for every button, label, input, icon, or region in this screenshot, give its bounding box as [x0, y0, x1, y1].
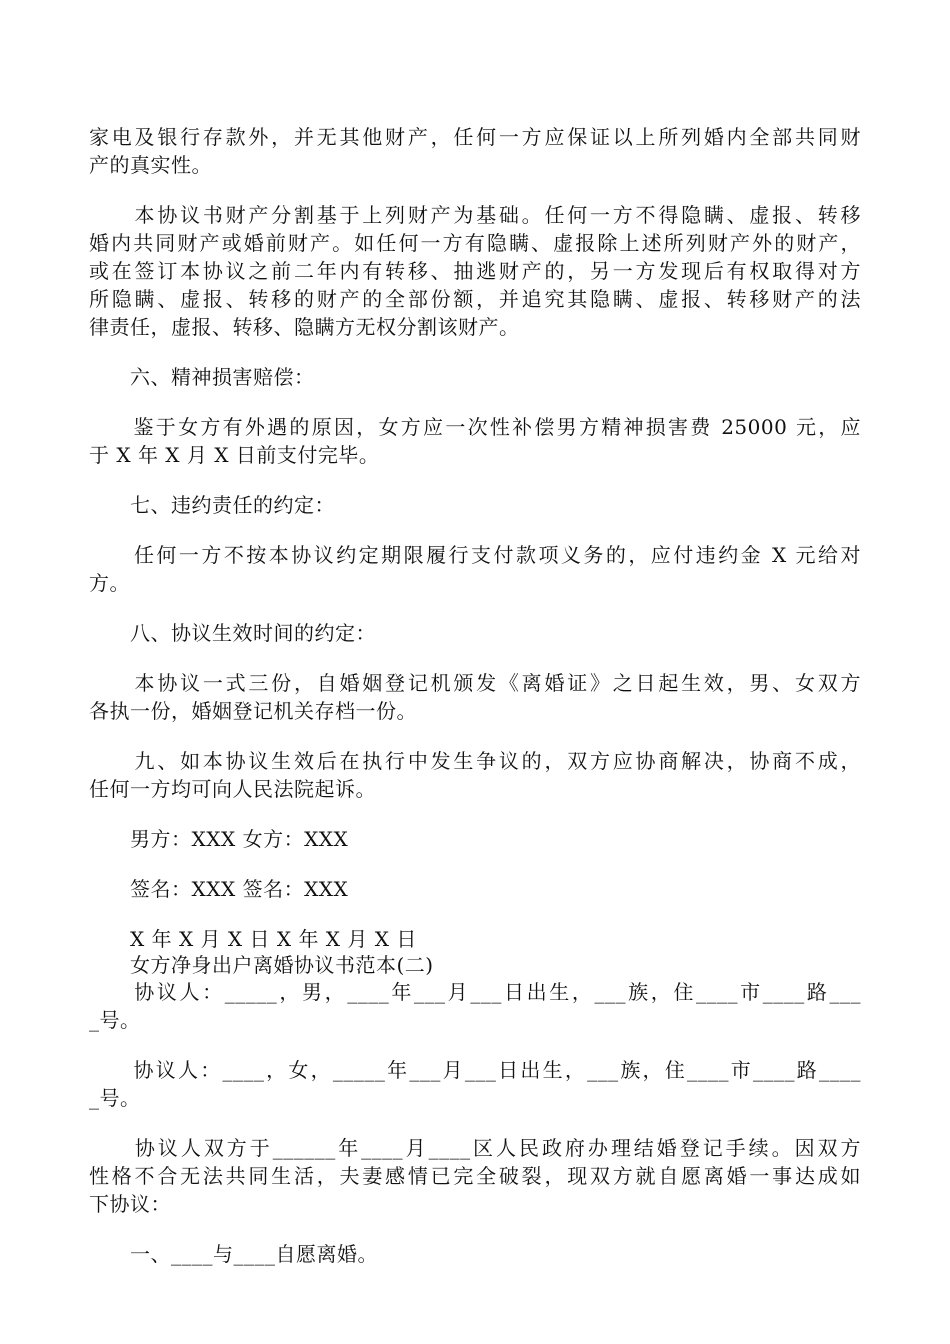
text-line: 家电及银行存款外，并无其他财产，任何一方应保证以上所列婚内全部共同财 [89, 125, 861, 149]
text-line: 所隐瞒、虚报、转移的财产的全部份额，并追究其隐瞒、虚报、转移财产的法 [89, 287, 861, 311]
text-line: 各执一份，婚姻登记机关存档一份。 [89, 699, 417, 723]
text-line: 于 X 年 X 月 X 日前支付完毕。 [89, 443, 380, 467]
section-heading: 六、精神损害赔偿： [89, 365, 315, 389]
section-heading: 八、协议生效时间的约定： [89, 621, 376, 645]
text-line: 协议人：_____，男，____年___月___日出生，___族，住____市____路___ [89, 980, 861, 1004]
text-line: 产的真实性。 [89, 153, 212, 177]
text-line: 协议人：____，女，_____年___月___日出生，___族，住____市____路____ [89, 1058, 861, 1082]
text-line: 性格不合无法共同生活，夫妻感情已完全破裂，现双方就自愿离婚一事达成如 [89, 1164, 861, 1188]
section-heading: 七、违约责任的约定： [89, 493, 335, 517]
text-line: 一、____与____自愿离婚。 [89, 1242, 378, 1266]
text-line: 方。 [89, 571, 130, 595]
text-line: 协议人双方于______年____月____区人民政府办理结婚登记手续。因双方 [89, 1136, 861, 1160]
text-line: 或在签订本协议之前二年内有转移、抽逃财产的，另一方发现后有权取得对方 [89, 259, 861, 283]
text-line: 任何一方不按本协议约定期限履行支付款项义务的，应付违约金 X 元给对 [89, 543, 861, 567]
text-line: _号。 [89, 1086, 141, 1110]
signature-party-line: 男方：XXX 女方：XXX [89, 827, 349, 851]
text-line: 下协议： [89, 1192, 171, 1216]
text-line: 鉴于女方有外遇的原因，女方应一次性补偿男方精神损害费 25000 元，应 [89, 415, 861, 439]
text-line: _号。 [89, 1008, 141, 1032]
text-line: 本协议一式三份，自婚姻登记机颁发《离婚证》之日起生效，男、女双方 [89, 671, 861, 695]
text-line: 律责任，虚报、转移、隐瞒方无权分割该财产。 [89, 315, 520, 339]
text-line: 婚内共同财产或婚前财产。如任何一方有隐瞒、虚报除上述所列财产外的财产， [89, 231, 861, 255]
template-title: 女方净身出户离婚协议书范本(二) [89, 953, 434, 977]
signature-name-line: 签名：XXX 签名：XXX [89, 877, 349, 901]
text-line: 任何一方均可向人民法院起诉。 [89, 777, 376, 801]
text-line: 九、如本协议生效后在执行中发生争议的，双方应协商解决，协商不成， [89, 749, 861, 773]
text-line: 本协议书财产分割基于上列财产为基础。任何一方不得隐瞒、虚报、转移 [89, 203, 861, 227]
signature-date-line: X 年 X 月 X 日 X 年 X 月 X 日 [89, 927, 417, 951]
